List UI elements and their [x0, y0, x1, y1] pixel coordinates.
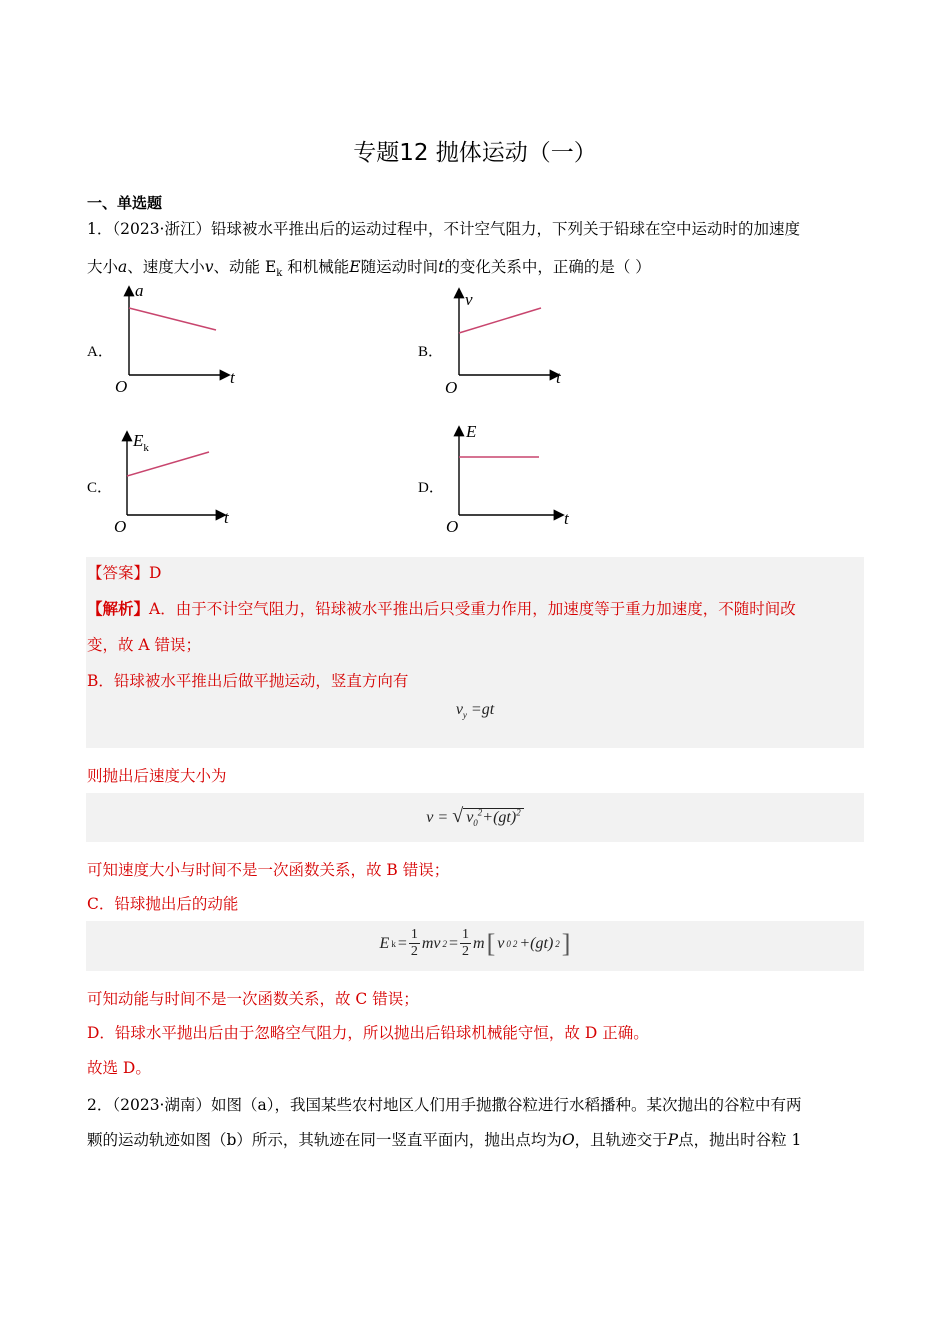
- graph-b: [440, 285, 580, 400]
- d-line: D．铅球水平抛出后由于忽略空气阻力，所以抛出后铅球机械能守恒，故 D 正确。: [87, 1024, 649, 1042]
- formula-ek: E k = $\frac{1}{2}$ mv 2 = $\frac{1}{2}$ m [ v 0 2 +(gt) 2 ]: [379, 927, 571, 959]
- y-label: a: [135, 281, 144, 300]
- page-title: 专题12 抛体运动（一）: [353, 140, 597, 166]
- analysis-b-line: B．铅球被水平推出后做平抛运动，竖直方向有: [87, 672, 409, 690]
- y-label: v: [465, 290, 473, 309]
- formula-vy: $v_y =gt$: [455, 701, 495, 721]
- option-a-label: A．: [87, 344, 113, 360]
- c-conclusion: 可知动能与时间不是一次函数关系，故 C 错误；: [87, 990, 419, 1008]
- x-label: t: [556, 368, 561, 387]
- answer-line: 【答案】D: [87, 564, 162, 582]
- q1-stem-line1: 1．（2023·浙江）铅球被水平推出后的运动过程中，不计空气阻力，下列关于铅球在空中运动时的加速度: [87, 220, 800, 238]
- origin-label: O: [445, 378, 458, 397]
- graph-c: [108, 425, 248, 540]
- curve-line: [129, 308, 216, 330]
- option-b-label: B．: [418, 344, 444, 360]
- q1-stem-line2: 大小a、速度大小v、动能 $E_k$ 和机械能E随运动时间t的变化关系中，正确的是（ ）: [87, 258, 651, 280]
- analysis-a-line2: 变，故 A 错误；: [87, 636, 202, 654]
- origin-label: O: [446, 517, 459, 536]
- section-heading: 一、单选题: [87, 194, 163, 212]
- formula-ek-block: [86, 921, 864, 971]
- q2-stem-line1: 2．（2023·湖南）如图（a），我国某些农村地区人们用手抛撒谷粒进行水稻播种。某次抛出的谷粒中有两: [87, 1096, 802, 1114]
- x-label: t: [224, 508, 229, 527]
- y-label: $E_k$: [133, 431, 149, 454]
- origin-label: O: [114, 517, 127, 536]
- x-label: t: [564, 509, 569, 528]
- analysis-a-line1: 【解析】A．由于不计空气阻力，铅球被水平推出后只受重力作用，加速度等于重力加速度，不随时间改: [87, 599, 796, 618]
- curve-line: [127, 452, 209, 476]
- option-d-label: D．: [418, 480, 444, 496]
- origin-label: O: [115, 377, 128, 396]
- graph-d: [440, 418, 585, 538]
- x-label: t: [230, 368, 235, 387]
- b-conclusion: 可知速度大小与时间不是一次函数关系，故 B 错误；: [87, 861, 450, 879]
- graph-a: [110, 280, 250, 400]
- q2-stem-line2: 颗的运动轨迹如图（b）所示，其轨迹在同一竖直平面内，抛出点均为O，且轨迹交于P点，抛出时谷粒 1: [87, 1131, 802, 1149]
- option-c-label: C．: [87, 480, 113, 496]
- formula-v: v = √ $v_0^2+(gt)^2$: [86, 805, 864, 828]
- formula-v-block: [86, 793, 864, 842]
- c-line: C．铅球抛出后的动能: [87, 895, 239, 913]
- final-line: 故选 D。: [87, 1059, 151, 1077]
- then-line: 则抛出后速度大小为: [87, 767, 227, 785]
- y-label: E: [466, 422, 477, 441]
- curve-line: [459, 308, 541, 333]
